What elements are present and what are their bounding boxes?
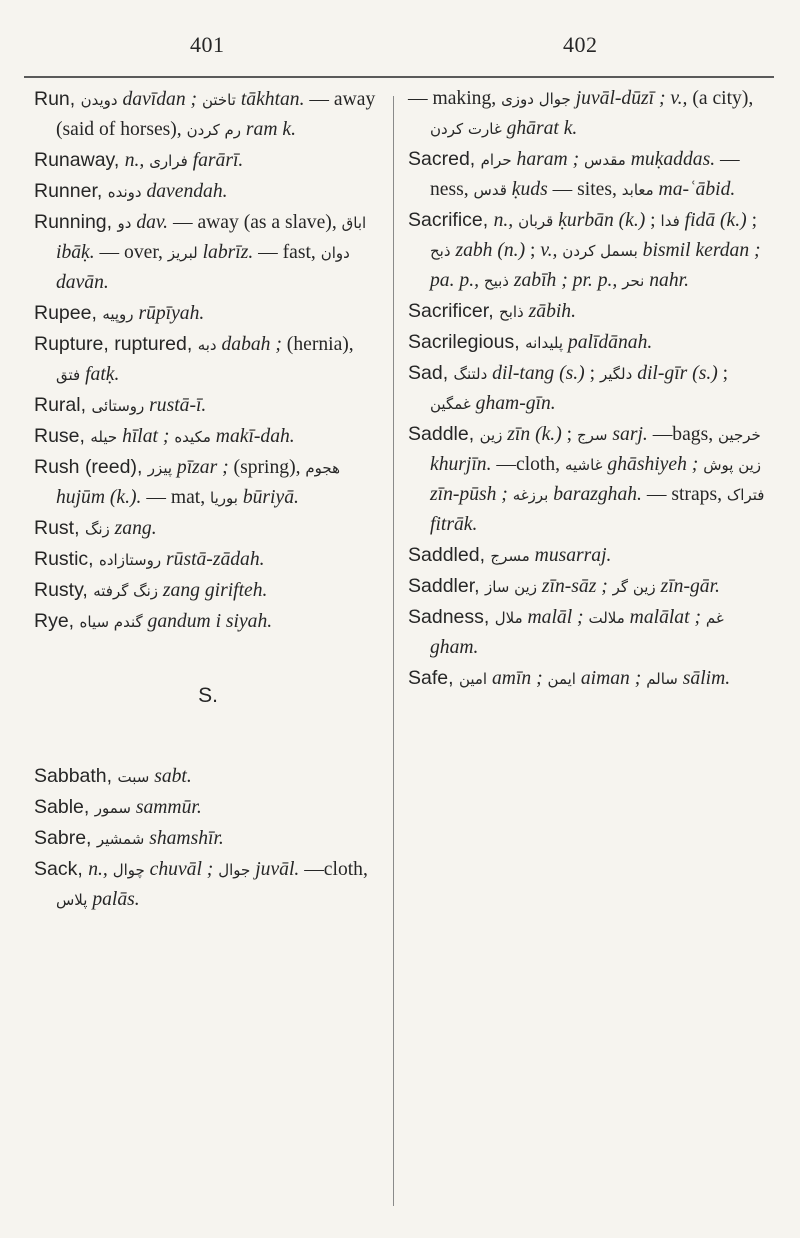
transliteration: fatḳ. <box>80 364 120 385</box>
dictionary-entry <box>408 327 770 358</box>
persian-word: اباق <box>341 214 367 232</box>
page-number-left: 401 <box>190 32 225 57</box>
persian-word: ملال <box>494 609 523 627</box>
transliteration: davendah. <box>141 181 228 202</box>
transliteration: nahr. <box>644 270 689 291</box>
transliteration: ḳuds <box>506 179 548 200</box>
dictionary-entry <box>34 823 382 854</box>
persian-word: بوریا <box>210 489 238 507</box>
persian-word: مکیده <box>174 428 211 446</box>
dictionary-entry <box>408 358 770 419</box>
transliteration: juvāl. <box>250 859 300 880</box>
persian-word: دوان <box>320 244 350 262</box>
headword: Rust, <box>34 517 85 539</box>
transliteration: n., <box>493 210 519 231</box>
gloss-text: — fast, <box>253 242 321 263</box>
transliteration: dav. <box>131 212 169 233</box>
headword: Runaway, <box>34 149 125 171</box>
persian-word: خرجین <box>718 426 761 444</box>
transliteration: malālat ; <box>624 607 706 628</box>
transliteration: davīdan ; <box>117 89 202 110</box>
persian-word: زین گر <box>612 578 656 596</box>
transliteration: haram ; <box>511 149 585 170</box>
gloss-text: ; <box>645 210 661 231</box>
persian-word: امین <box>458 670 488 688</box>
transliteration: v., <box>540 240 563 261</box>
dictionary-entry <box>408 84 770 144</box>
transliteration: farārī. <box>187 150 244 171</box>
headword: Rye, <box>34 610 80 632</box>
gloss-text: — mat, <box>141 487 211 508</box>
gloss-text: —cloth, <box>299 859 368 880</box>
headword: Safe, <box>408 667 459 689</box>
transliteration: rustā-ī. <box>144 395 207 416</box>
gloss-text: (hernia), <box>281 334 354 355</box>
dictionary-entry <box>408 144 770 205</box>
persian-word: غارت کردن <box>430 120 502 138</box>
headword: Running, <box>34 211 118 233</box>
dictionary-entry <box>34 329 382 390</box>
transliteration: hīlat ; <box>117 426 175 447</box>
gloss-text: ; <box>525 240 541 261</box>
persian-word: حیله <box>90 428 118 446</box>
transliteration: malāl ; <box>522 607 589 628</box>
persian-word: زنگ <box>84 520 110 538</box>
transliteration: ibāḳ. <box>56 242 95 263</box>
transliteration: musarraj. <box>529 545 612 566</box>
persian-word: جوال دوزی <box>501 90 571 108</box>
transliteration: ghārat k. <box>501 118 578 139</box>
persian-word: حرام <box>480 151 512 169</box>
headword: Rush (reed), <box>34 456 148 478</box>
persian-word: زین <box>479 426 503 444</box>
dictionary-entry <box>34 606 382 637</box>
gloss-text: — over, <box>94 242 168 263</box>
transliteration: rūstā-zādah. <box>161 549 265 570</box>
headword: Run, <box>34 88 81 110</box>
dictionary-entry <box>34 761 382 792</box>
persian-word: قربان <box>518 212 554 230</box>
persian-word: دلتنگ <box>453 365 488 383</box>
persian-word: فدا <box>660 212 680 230</box>
persian-word: فراری <box>149 152 188 170</box>
transliteration: sālim. <box>677 668 731 689</box>
transliteration: rūpīyah. <box>133 303 205 324</box>
transliteration: palās. <box>87 889 140 910</box>
transliteration: muḳaddas. <box>625 149 716 170</box>
persian-word: ملالت <box>588 609 625 627</box>
dictionary-entry <box>34 452 382 513</box>
right-column <box>408 84 770 694</box>
transliteration: zang. <box>109 518 157 539</box>
persian-word: روستائی <box>91 397 145 415</box>
transliteration: fidā (k.) <box>679 210 747 231</box>
transliteration: palīdānah. <box>563 332 653 353</box>
transliteration: amīn ; <box>487 668 548 689</box>
persian-word: پلاس <box>56 891 88 909</box>
persian-word: پیزر <box>147 459 173 477</box>
persian-word: ذابح <box>499 303 524 321</box>
transliteration: labrīz. <box>197 242 254 263</box>
persian-word: پلیدانه <box>525 334 563 352</box>
dictionary-entry <box>34 176 382 207</box>
headword: Rusty, <box>34 579 94 601</box>
dictionary-entry <box>408 205 770 296</box>
persian-word: دونده <box>107 183 142 201</box>
persian-word: دو <box>117 214 132 232</box>
persian-word: هجوم <box>305 459 341 477</box>
transliteration: makī-dah. <box>210 426 295 447</box>
headword: Rustic, <box>34 548 100 570</box>
transliteration: tākhtan. <box>235 89 305 110</box>
transliteration: dabah ; <box>216 334 282 355</box>
transliteration: khurjīn. <box>430 454 492 475</box>
transliteration: zīn (k.) <box>502 424 562 445</box>
headword: Rupee, <box>34 302 103 324</box>
persian-word: مقدس <box>584 151 626 169</box>
column-divider <box>393 96 394 1206</box>
dictionary-entry <box>408 602 770 663</box>
gloss-text: (spring), <box>228 457 306 478</box>
transliteration: zīn-sāz ; <box>536 576 613 597</box>
transliteration: bismil kerdan ; pa. p., <box>430 240 761 291</box>
dictionary-entry <box>408 540 770 571</box>
persian-word: تاختن <box>201 91 236 109</box>
persian-word: زین پوش <box>703 456 762 474</box>
headword: Sacrilegious, <box>408 331 526 353</box>
headword: Rural, <box>34 394 92 416</box>
gloss-text: — making, <box>408 88 502 109</box>
persian-word: دلگیر <box>599 365 633 383</box>
persian-word: ایمن <box>547 670 576 688</box>
transliteration: zabh (n.) <box>450 240 526 261</box>
gloss-text: —bags, <box>647 424 719 445</box>
headword: Sabre, <box>34 827 97 849</box>
dictionary-entry <box>34 207 382 298</box>
dictionary-entry <box>34 544 382 575</box>
transliteration: zīn-pūsh ; <box>430 484 513 505</box>
persian-word: رم کردن <box>186 121 242 139</box>
persian-word: زین ساز <box>484 578 537 596</box>
transliteration: ḳurbān (k.) <box>553 210 646 231</box>
persian-word: غم <box>705 609 724 627</box>
persian-word: مسرج <box>490 547 530 565</box>
header-rule <box>24 76 774 78</box>
dictionary-entry <box>34 513 382 544</box>
headword: Saddler, <box>408 575 485 597</box>
transliteration: gandum i siyah. <box>142 611 273 632</box>
transliteration: barazghah. <box>548 484 642 505</box>
gloss-text: — away (as a slave), <box>168 212 342 233</box>
section-letter: S. <box>198 684 218 707</box>
dictionary-entry <box>34 575 382 606</box>
headword: Sadness, <box>408 606 495 628</box>
persian-word: چوال <box>112 861 145 879</box>
persian-word: قدس <box>473 181 507 199</box>
persian-word: ذبیح <box>483 272 509 290</box>
persian-word: نحر <box>622 272 645 290</box>
persian-word: فتق <box>56 366 81 384</box>
persian-word: ذبح <box>430 242 451 260</box>
persian-word: بسمل کردن <box>562 242 638 260</box>
persian-word: دبه <box>197 336 217 354</box>
dictionary-entry <box>34 421 382 452</box>
transliteration: juvāl-dūzī ; v., <box>570 88 688 109</box>
persian-word: سالم <box>646 670 678 688</box>
headword: Rupture, ruptured, <box>34 333 198 355</box>
transliteration: zīn-gār. <box>655 576 720 597</box>
transliteration: būriyā. <box>237 487 299 508</box>
gloss-text: — away (said of horses), <box>56 89 376 140</box>
persian-word: غاشیه <box>564 456 603 474</box>
transliteration: davān. <box>56 272 109 293</box>
headword: Sacrifice, <box>408 209 494 231</box>
transliteration: sammūr. <box>130 797 202 818</box>
transliteration: n., <box>88 859 113 880</box>
gloss-text: — straps, <box>641 484 727 505</box>
persian-word: دویدن <box>80 91 118 109</box>
gloss-text: — sites, <box>547 179 622 200</box>
persian-word: معابد <box>621 181 654 199</box>
gloss-text: —cloth, <box>491 454 565 475</box>
transliteration: zabīh ; pr. p., <box>508 270 623 291</box>
gloss-text: —ness, <box>430 149 740 200</box>
headword: Runner, <box>34 180 108 202</box>
transliteration: gham-gīn. <box>470 393 556 414</box>
transliteration: ram k. <box>241 119 296 140</box>
transliteration: gham. <box>430 637 479 658</box>
transliteration: ma-ʿābid. <box>653 179 736 200</box>
gloss-text: ; <box>584 363 600 384</box>
dictionary-entry <box>408 663 770 694</box>
persian-word: جوال <box>218 861 251 879</box>
transliteration: zang girifteh. <box>158 580 268 601</box>
headword: Saddle, <box>408 423 480 445</box>
transliteration: chuvāl ; <box>144 859 219 880</box>
persian-word: فتراک <box>726 486 765 504</box>
gloss-text: ; <box>561 424 577 445</box>
persian-word: برزغه <box>512 486 549 504</box>
headword: Sacrificer, <box>408 300 500 322</box>
persian-word: سرج <box>576 426 608 444</box>
transliteration: aiman ; <box>575 668 647 689</box>
persian-word: گندم سیاه <box>79 613 143 631</box>
persian-word: سمور <box>94 799 131 817</box>
dictionary-entry <box>34 145 382 176</box>
headword: Sabbath, <box>34 765 118 787</box>
persian-word: شمشیر <box>96 830 145 848</box>
headword: Saddled, <box>408 544 491 566</box>
transliteration: fitrāk. <box>430 514 478 535</box>
dictionary-entry <box>34 84 382 145</box>
dictionary-entry <box>34 854 382 915</box>
persian-word: روستازاده <box>99 551 162 569</box>
transliteration: dil-tang (s.) <box>487 363 585 384</box>
gloss-text: (a city), <box>687 88 754 109</box>
persian-word: غمگین <box>430 395 471 413</box>
dictionary-entry <box>34 792 382 823</box>
transliteration: sarj. <box>607 424 648 445</box>
dictionary-entry <box>34 298 382 329</box>
transliteration: dil-gīr (s.) <box>632 363 718 384</box>
page-number-right: 402 <box>563 32 598 57</box>
persian-word: روپیه <box>102 305 134 323</box>
transliteration: sabt. <box>149 766 192 787</box>
headword: Sable, <box>34 796 95 818</box>
transliteration: zābih. <box>523 301 577 322</box>
gloss-text: ; <box>746 210 758 231</box>
transliteration: pīzar ; <box>172 457 229 478</box>
headword: Sad, <box>408 362 454 384</box>
persian-word: لبریز <box>167 244 198 262</box>
dictionary-entry <box>408 571 770 602</box>
headword: Ruse, <box>34 425 91 447</box>
persian-word: زنگ گرفته <box>93 582 159 600</box>
headword: Sack, <box>34 858 89 880</box>
dictionary-entry <box>408 296 770 327</box>
transliteration: n., <box>124 150 150 171</box>
left-column <box>34 84 382 915</box>
transliteration: ghāshiyeh ; <box>602 454 704 475</box>
transliteration: hujūm (k.). <box>56 487 142 508</box>
gloss-text: ; <box>717 363 729 384</box>
dictionary-entry <box>408 419 770 540</box>
dictionary-entry <box>34 390 382 421</box>
persian-word: سبت <box>117 768 150 786</box>
transliteration: shamshīr. <box>144 828 224 849</box>
headword: Sacred, <box>408 148 481 170</box>
